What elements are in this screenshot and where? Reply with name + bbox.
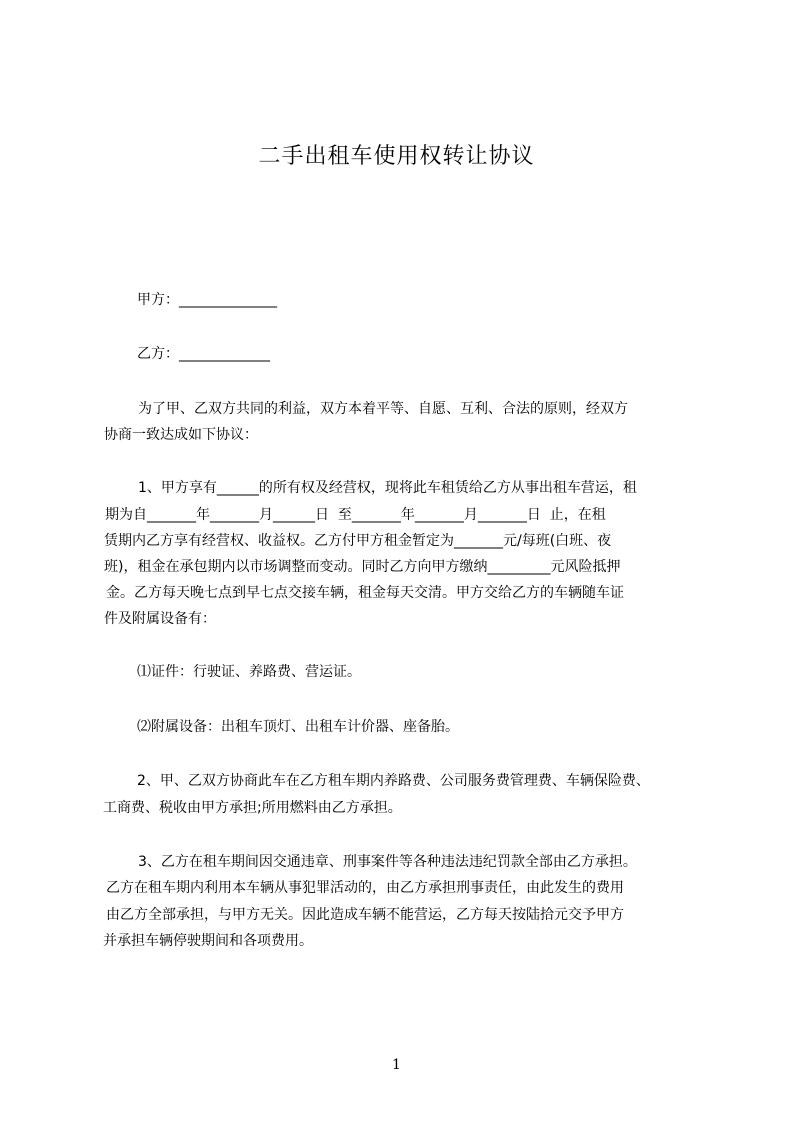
intro-line: 协商一致达成如下协议： xyxy=(104,427,258,443)
clause1-line: 金。乙方每天晚七点到早七点交接车辆，租金每天交清。甲方交给乙方的车辆随车证 xyxy=(106,585,624,601)
party-a-line: 甲方：______________ xyxy=(137,292,277,308)
clause2-line: 工商费、税收由甲方承担;所用燃料由乙方承担。 xyxy=(103,800,402,816)
item-equipment: ⑵附属设备：出租车顶灯、出租车计价器、座备胎。 xyxy=(137,719,459,735)
clause1-line: 班)，租金在承包期内以市场调整而变动。同时乙方向甲方缴纳_________元风险抵押 xyxy=(104,559,621,575)
clause1-line: 件及附属设备有： xyxy=(104,611,216,627)
clause1-line: 赁期内乙方享有经营权、收益权。乙方付甲方租金暂定为_______元/每班(白班、夜 xyxy=(104,533,612,549)
page-number: 1 xyxy=(392,1057,401,1073)
party-b-line: 乙方：_____________ xyxy=(137,346,270,362)
clause3-line: 由乙方全部承担，与甲方无关。因此造成车辆不能营运，乙方每天按陆拾元交予甲方 xyxy=(106,907,624,923)
clause3-line: 乙方在租车期内利用本车辆从事犯罪活动的，由乙方承担刑事责任，由此发生的费用 xyxy=(106,880,624,896)
clause1-line: 期为自_______年_______月______日 至_______年_______月_______日 止，在租 xyxy=(105,507,606,523)
intro-line: 为了甲、乙双方共同的利益，双方本着平等、自愿、互利、合法的原则，经双方 xyxy=(138,401,628,417)
item-certificates: ⑴证件：行驶证、养路费、营运证。 xyxy=(137,664,361,680)
clause3-line: 3、乙方在租车期间因交通违章、刑事案件等各种违法违纪罚款全部由乙方承担。 xyxy=(138,854,637,870)
clause2-line: 2、甲、乙双方协商此车在乙方租车期内养路费、公司服务费管理费、车辆保险费、 xyxy=(137,773,650,789)
clause1-line: 1、甲方享有______的所有权及经营权，现将此车租赁给乙方从事出租车营运，租 xyxy=(138,480,637,496)
document-title: 二手出租车使用权转让协议 xyxy=(258,144,535,169)
clause3-line: 并承担车辆停驶期间和各项费用。 xyxy=(103,933,313,949)
